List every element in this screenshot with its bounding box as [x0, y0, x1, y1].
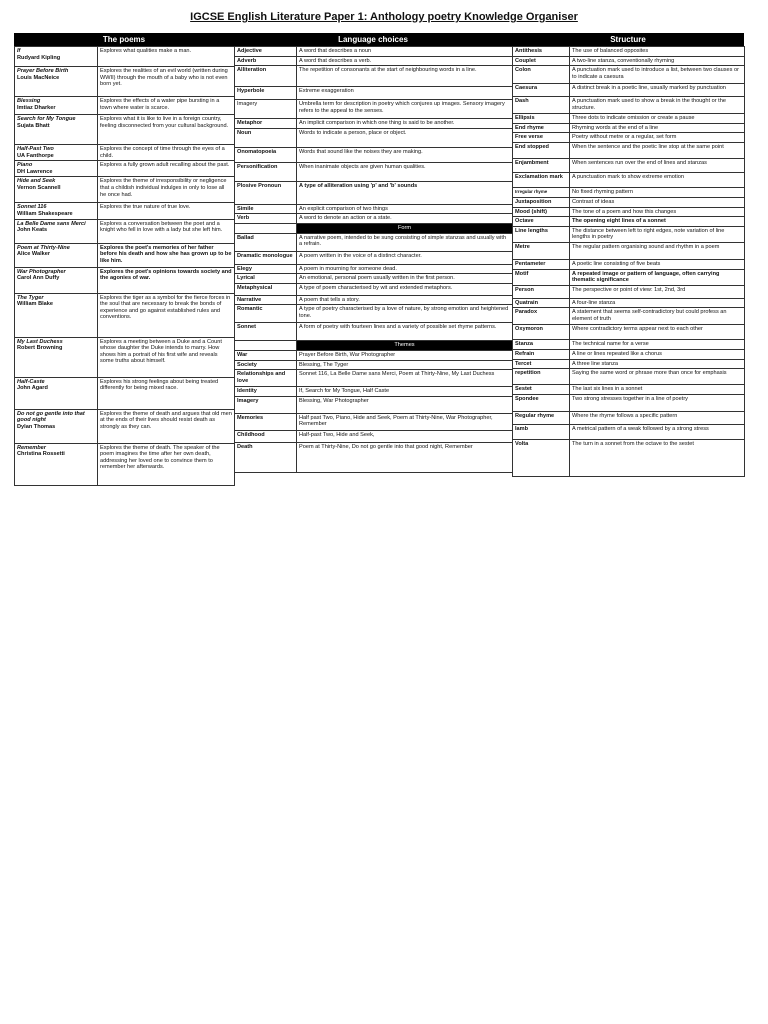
poem-title-cell — [15, 377, 98, 409]
structure-row — [513, 47, 745, 57]
poems-header: The poems — [14, 33, 234, 46]
structure-term: End stopped — [513, 143, 570, 159]
theme-row-term: Identity — [235, 387, 297, 397]
theme-row-term: Relationships and love — [235, 370, 297, 387]
language-row-definition: A type of alliteration using 'p' and 'b' sounds — [297, 181, 513, 204]
poem-description: Explores the effects of a water pipe bursting in a town where water is scarce. — [98, 97, 235, 115]
structure-row — [513, 143, 745, 159]
structure-definition: A punctuation mark used to introduce a list, between two clauses or to indicate a caesura — [570, 66, 745, 84]
poem-title: Half-Past Two — [17, 146, 54, 152]
structure-row — [513, 424, 745, 439]
poem-title-cell — [15, 443, 98, 485]
poem-row — [15, 145, 235, 161]
poem-title: Piano — [17, 162, 33, 169]
language-row-term: Plosive Pronoun — [235, 181, 297, 204]
structure-definition: A punctuation mark to show extreme emotion — [570, 173, 745, 188]
structure-definition: Three dots to indicate omission or create a pause — [570, 114, 745, 124]
structure-term: Iamb — [513, 424, 570, 439]
poem-title: If — [17, 48, 21, 54]
language-row-term: Hyperbole — [235, 87, 297, 100]
theme-row-definition: Blessing, War Photographer — [297, 396, 513, 413]
poem-author: Christina Rossetti — [17, 451, 65, 458]
structure-definition: The technical name for a verse — [570, 340, 745, 350]
theme-row — [235, 396, 513, 413]
poem-title-cell — [15, 337, 98, 377]
structure-definition: A metrical pattern of a weak followed by a strong stress — [570, 424, 745, 439]
language-row-term: Adverb — [235, 56, 297, 66]
language-row — [235, 204, 513, 214]
language-row-definition: The repetition of consonants at the start of neighbouring words in a line. — [297, 66, 513, 87]
language-row-term: Personification — [235, 162, 297, 181]
language-row-definition: A word that describes a noun — [297, 47, 513, 57]
poem-author: John Keats — [17, 227, 48, 234]
poem-title-cell — [15, 145, 98, 161]
language-row-definition: An explicit comparison of two things — [297, 204, 513, 214]
poem-row — [15, 243, 235, 267]
structure-term: Couplet — [513, 56, 570, 66]
poems-table — [14, 46, 235, 486]
themes-header-label: Themes — [297, 341, 513, 351]
structure-term: Free verse — [513, 133, 570, 143]
poem-row — [15, 293, 235, 337]
structure-term: Mood (shift) — [513, 207, 570, 217]
structure-term: Quatrain — [513, 298, 570, 308]
structure-row — [513, 97, 745, 114]
poem-description: Explores what qualities make a man. — [98, 47, 235, 67]
poem-title: La Belle Dame sans Merci — [17, 220, 86, 227]
structure-row — [513, 66, 745, 84]
poem-description: Explores the theme of death and argues that old men at the ends of their lives should resist death as strongly as they can. — [98, 409, 235, 443]
theme-row-term: Death — [235, 442, 297, 472]
poems-section — [14, 33, 234, 486]
theme-row-term: Memories — [235, 413, 297, 430]
form-row-term: Metaphysical — [235, 283, 297, 295]
language-row — [235, 47, 513, 57]
form-row-term: Narrative — [235, 295, 297, 305]
theme-row-term: War — [235, 350, 297, 360]
poem-description: Explores the poet's opinions towards society and the agonies of war. — [98, 267, 235, 293]
language-row-term: Alliteration — [235, 66, 297, 87]
poem-description: Explores the poet's memories of her father before his death and how she has grown up to be like him. — [98, 243, 235, 267]
form-row — [235, 283, 513, 295]
poem-title: My Last Duchess — [17, 338, 63, 345]
language-row-definition: A word that describes a verb. — [297, 56, 513, 66]
poem-row — [15, 409, 235, 443]
poem-author: Carol Ann Duffy — [17, 275, 60, 282]
form-row — [235, 264, 513, 274]
language-row-definition: Words to indicate a person, place or object. — [297, 128, 513, 147]
form-row — [235, 251, 513, 264]
poem-title-cell — [15, 97, 98, 115]
poem-title: War Photographer — [17, 268, 66, 275]
theme-row — [235, 413, 513, 430]
structure-definition: Where contradictory terms appear next to each other — [570, 325, 745, 340]
theme-row — [235, 360, 513, 370]
structure-definition: A three line stanza — [570, 359, 745, 369]
poem-row — [15, 203, 235, 219]
structure-definition: No fixed rhyming pattern — [570, 188, 745, 198]
poem-description: Explores the theme of death. The speaker of the poem imagines the time after her own death, addressing her loved one to convince them to remember her afterwards. — [98, 443, 235, 485]
structure-definition: A statement that seems self-contradictory but could profess an element of truth — [570, 308, 745, 325]
form-row-definition: A form of poetry with fourteen lines and a variety of possible set rhyme patterns. — [297, 323, 513, 341]
form-row-definition: A poem written in the voice of a distinct character. — [297, 251, 513, 264]
poem-description: Explores a conversation between the poet and a knight who fell in love with a lady but she left him. — [98, 219, 235, 243]
structure-term: Metre — [513, 242, 570, 259]
structure-definition: A poetic line consisting of five beats — [570, 259, 745, 269]
structure-term: Refrain — [513, 349, 570, 359]
structure-section — [512, 33, 744, 477]
poem-title: Hide and Seek — [17, 178, 56, 185]
structure-definition: The use of balanced opposites — [570, 47, 745, 57]
poem-title-cell — [15, 177, 98, 203]
form-row-definition: A poem that tells a story. — [297, 295, 513, 305]
structure-definition: A punctuation mark used to show a break in the thought or the structure. — [570, 97, 745, 114]
poem-title: Remember — [17, 444, 46, 451]
poem-title: The Tyger — [17, 294, 44, 301]
language-row — [235, 66, 513, 87]
poem-row — [15, 267, 235, 293]
form-row-definition: A type of poem characterised by wit and extended metaphors. — [297, 283, 513, 295]
form-row-definition: An emotional, personal poem usually written in the first person. — [297, 274, 513, 284]
poem-title-cell — [15, 219, 98, 243]
poem-title-cell — [15, 47, 98, 67]
poem-description: Explores a fully grown adult recalling about the past. — [98, 161, 235, 177]
structure-term: Pentameter — [513, 259, 570, 269]
poem-author: Sujata Bhatt — [17, 122, 50, 129]
structure-definition: A four-line stanza — [570, 298, 745, 308]
structure-definition: Two strong stresses together in a line of poetry — [570, 394, 745, 411]
structure-term: Volta — [513, 439, 570, 476]
poem-title: Sonnet 116 — [17, 204, 47, 211]
structure-term: Antithesis — [513, 47, 570, 57]
structure-row — [513, 369, 745, 385]
theme-row-definition: If, Search for My Tongue, Half Caste — [297, 387, 513, 397]
poem-row — [15, 219, 235, 243]
structure-row — [513, 385, 745, 395]
structure-row — [513, 439, 745, 476]
theme-row-definition: Half-past Two, Hide and Seek, — [297, 430, 513, 442]
structure-row — [513, 159, 745, 173]
poem-title: Poem at Thirty-Nine — [17, 244, 70, 251]
structure-definition: Poetry without metre or a regular, set form — [570, 133, 745, 143]
structure-term: Octave — [513, 217, 570, 227]
structure-term: Colon — [513, 66, 570, 84]
language-row-definition: A word to denote an action or a state. — [297, 214, 513, 224]
theme-row — [235, 387, 513, 397]
poem-title: Prayer Before Birth — [17, 68, 69, 74]
form-row — [235, 233, 513, 251]
structure-header: Structure — [512, 33, 744, 46]
structure-row — [513, 242, 745, 259]
poem-row — [15, 97, 235, 115]
language-row-term: Verb — [235, 214, 297, 224]
structure-definition: The tone of a poem and how this changes — [570, 207, 745, 217]
form-row — [235, 295, 513, 305]
theme-row-definition: Poem at Thirty-Nine, Do not go gentle into that good night, Remember — [297, 442, 513, 472]
structure-row — [513, 133, 745, 143]
language-row — [235, 100, 513, 119]
language-row-definition: Extreme exaggeration — [297, 87, 513, 100]
structure-definition: The perspective or point of view: 1st, 2nd, 3rd — [570, 285, 745, 298]
structure-definition: The opening eight lines of a sonnet — [570, 217, 745, 227]
theme-row — [235, 442, 513, 472]
poem-description: Explores his strong feelings about being treated differently for being mixed race. — [98, 377, 235, 409]
language-row — [235, 162, 513, 181]
themes-header-spacer — [235, 341, 297, 351]
form-row — [235, 323, 513, 341]
language-table — [234, 46, 513, 473]
structure-definition: Where the rhyme follows a specific pattern — [570, 411, 745, 424]
poem-title: Search for My Tongue — [17, 116, 76, 122]
structure-row — [513, 411, 745, 424]
poem-title-cell — [15, 203, 98, 219]
structure-term: Person — [513, 285, 570, 298]
structure-row — [513, 340, 745, 350]
language-row-definition: An implicit comparison in which one thing is said to be another. — [297, 119, 513, 129]
structure-term: Paradox — [513, 308, 570, 325]
poem-row — [15, 67, 235, 97]
structure-definition: Rhyming words at the end of a line — [570, 123, 745, 133]
theme-row-definition: Sonnet 116, La Belle Dame sans Merci, Poem at Thirty-Nine, My Last Duchess — [297, 370, 513, 387]
language-section — [234, 33, 512, 473]
structure-term: Oxymoron — [513, 325, 570, 340]
poem-author: Rudyard Kipling — [17, 54, 61, 61]
structure-row — [513, 298, 745, 308]
theme-row-definition: Half past Two, Piano, Hide and Seek, Poem at Thirty-Nine, War Photographer, Remember — [297, 413, 513, 430]
theme-row-term: Society — [235, 360, 297, 370]
poem-description: Explores a meeting between a Duke and a Count whose daughter the Duke intends to marry. How shows him a portrait of his first wife and reveals some truths about himself. — [98, 337, 235, 377]
form-row-term: Romantic — [235, 305, 297, 323]
form-row-term: Lyrical — [235, 274, 297, 284]
structure-definition: When the sentence and the poetic line stop at the same point — [570, 143, 745, 159]
language-row — [235, 128, 513, 147]
language-row-term: Simile — [235, 204, 297, 214]
structure-definition: The turn in a sonnet from the octave to the sestet — [570, 439, 745, 476]
form-row-definition: A poem in mourning for someone dead. — [297, 264, 513, 274]
structure-term: Caesura — [513, 84, 570, 97]
poem-author: Imtiaz Dharker — [17, 104, 56, 111]
language-row-term: Adjective — [235, 47, 297, 57]
theme-row-definition: Prayer Before Birth, War Photographer — [297, 350, 513, 360]
structure-definition: A repeated image or pattern of language, often carrying thematic significance — [570, 269, 745, 285]
structure-row — [513, 207, 745, 217]
structure-definition: A two-line stanza, conventionally rhyming — [570, 56, 745, 66]
poem-author: Louis MacNeice — [17, 74, 60, 81]
form-row-definition: A narrative poem, intended to be sung consisting of simple stanzas and usually with a refrain. — [297, 233, 513, 251]
structure-row — [513, 188, 745, 198]
structure-term: Motif — [513, 269, 570, 285]
poem-author: Vernon Scannell — [17, 184, 61, 191]
language-row-definition: Umbrella term for description in poetry which conjures up images. Sensory imagery refers to the appeal to the senses. — [297, 100, 513, 119]
structure-term: Stanza — [513, 340, 570, 350]
form-row-term: Dramatic monologue — [235, 251, 297, 264]
poem-description: Explores the tiger as a symbol for the fierce forces in the soul that are necessary to break the bonds of experience and go against established rules and conventions. — [98, 293, 235, 337]
structure-row — [513, 114, 745, 124]
poem-description: Explores the true nature of true love. — [98, 203, 235, 219]
poem-title-cell — [15, 161, 98, 177]
structure-row — [513, 197, 745, 207]
poem-author: UA Fanthorpe — [17, 152, 54, 159]
language-row-definition: When inanimate objects are given human qualities. — [297, 162, 513, 181]
language-row-definition: Words that sound like the noises they are making. — [297, 147, 513, 162]
poem-author: William Shakespeare — [17, 210, 73, 217]
poem-title: Half-Caste — [17, 378, 45, 385]
structure-row — [513, 217, 745, 227]
structure-definition: The distance between left to right edges, note variation of line lengths in poetry — [570, 226, 745, 242]
poem-title-cell — [15, 243, 98, 267]
poem-title-cell — [15, 115, 98, 145]
language-row-term: Metaphor — [235, 119, 297, 129]
poem-title-cell — [15, 409, 98, 443]
language-row — [235, 87, 513, 100]
language-row — [235, 214, 513, 224]
structure-term: Tercet — [513, 359, 570, 369]
structure-term: Juxtaposition — [513, 197, 570, 207]
structure-term: Ellipsis — [513, 114, 570, 124]
poem-author: Alice Walker — [17, 251, 51, 258]
themes-header — [235, 341, 513, 351]
structure-definition: The last six lines in a sonnet — [570, 385, 745, 395]
poem-row — [15, 377, 235, 409]
structure-row — [513, 259, 745, 269]
language-row-term: Imagery — [235, 100, 297, 119]
structure-term: Line lengths — [513, 226, 570, 242]
poem-title-cell — [15, 67, 98, 97]
poem-author: John Agard — [17, 385, 48, 392]
structure-row — [513, 56, 745, 66]
poem-title-cell — [15, 267, 98, 293]
poem-title: Do not go gentle into that good night — [17, 410, 85, 424]
form-row-term: Elegy — [235, 264, 297, 274]
poem-author: Dylan Thomas — [17, 423, 56, 430]
language-row-term: Onomatopoeia — [235, 147, 297, 162]
form-row-definition: A type of poetry characterised by a love of nature, by strong emotion and heightened tone. — [297, 305, 513, 323]
poem-author: Robert Browning — [17, 345, 63, 352]
structure-row — [513, 123, 745, 133]
structure-row — [513, 308, 745, 325]
structure-row — [513, 173, 745, 188]
structure-term: Regular rhyme — [513, 411, 570, 424]
structure-term: Irregular rhyme — [513, 188, 570, 198]
structure-row — [513, 394, 745, 411]
structure-term: Exclamation mark — [513, 173, 570, 188]
poem-description: Explores what it is like to live in a foreign country, feeling disconnected from your cultural background. — [98, 115, 235, 145]
form-row-term: Ballad — [235, 233, 297, 251]
structure-term: Sestet — [513, 385, 570, 395]
structure-row — [513, 226, 745, 242]
language-row — [235, 119, 513, 129]
structure-row — [513, 349, 745, 359]
structure-definition: Saying the same word or phrase more than once for emphasis — [570, 369, 745, 385]
structure-row — [513, 269, 745, 285]
poem-row — [15, 443, 235, 485]
language-row-term: Noun — [235, 128, 297, 147]
structure-row — [513, 359, 745, 369]
poem-description: Explores the concept of time through the eyes of a child. — [98, 145, 235, 161]
structure-definition: The regular pattern organising sound and rhythm in a poem — [570, 242, 745, 259]
structure-row — [513, 285, 745, 298]
structure-term: Spondee — [513, 394, 570, 411]
poem-row — [15, 337, 235, 377]
form-row-term: Sonnet — [235, 323, 297, 341]
structure-table — [512, 46, 745, 477]
poem-author: William Blake — [17, 301, 54, 308]
poem-title: Blessing — [17, 98, 41, 104]
structure-definition: A line or lines repeated like a chorus — [570, 349, 745, 359]
structure-definition: A distinct break in a poetic line, usually marked by punctuation — [570, 84, 745, 97]
poem-row — [15, 177, 235, 203]
language-row — [235, 147, 513, 162]
poem-author: DH Lawrence — [17, 168, 53, 175]
poem-description: Explores the theme of irresponsibility or negligence that a childish individual indulges in only to lose all he once had. — [98, 177, 235, 203]
structure-term: Dash — [513, 97, 570, 114]
form-row — [235, 274, 513, 284]
poem-row — [15, 161, 235, 177]
document-title: IGCSE English Literature Paper 1: Anthology poetry Knowledge Organiser — [190, 11, 578, 23]
structure-definition: When sentences run over the end of lines and stanzas — [570, 159, 745, 173]
theme-row-term: Childhood — [235, 430, 297, 442]
theme-row-definition: Blessing, The Tyger — [297, 360, 513, 370]
structure-term: Enjambment — [513, 159, 570, 173]
form-header-label: Form — [297, 223, 513, 233]
structure-term: repetition — [513, 369, 570, 385]
theme-row — [235, 350, 513, 360]
theme-row — [235, 370, 513, 387]
form-header-spacer — [235, 223, 297, 233]
poem-title-cell — [15, 293, 98, 337]
theme-row — [235, 430, 513, 442]
poem-row — [15, 115, 235, 145]
form-row — [235, 305, 513, 323]
structure-row — [513, 84, 745, 97]
structure-definition: Contrast of ideas — [570, 197, 745, 207]
language-row — [235, 181, 513, 204]
structure-term: End rhyme — [513, 123, 570, 133]
structure-row — [513, 325, 745, 340]
poem-description: Explores the realities of an evil world (written during WWII) through the mouth of a baby who is not even born yet. — [98, 67, 235, 97]
theme-row-term: Imagery — [235, 396, 297, 413]
form-header — [235, 223, 513, 233]
poem-row — [15, 47, 235, 67]
language-row — [235, 56, 513, 66]
language-header: Language choices — [234, 33, 512, 46]
